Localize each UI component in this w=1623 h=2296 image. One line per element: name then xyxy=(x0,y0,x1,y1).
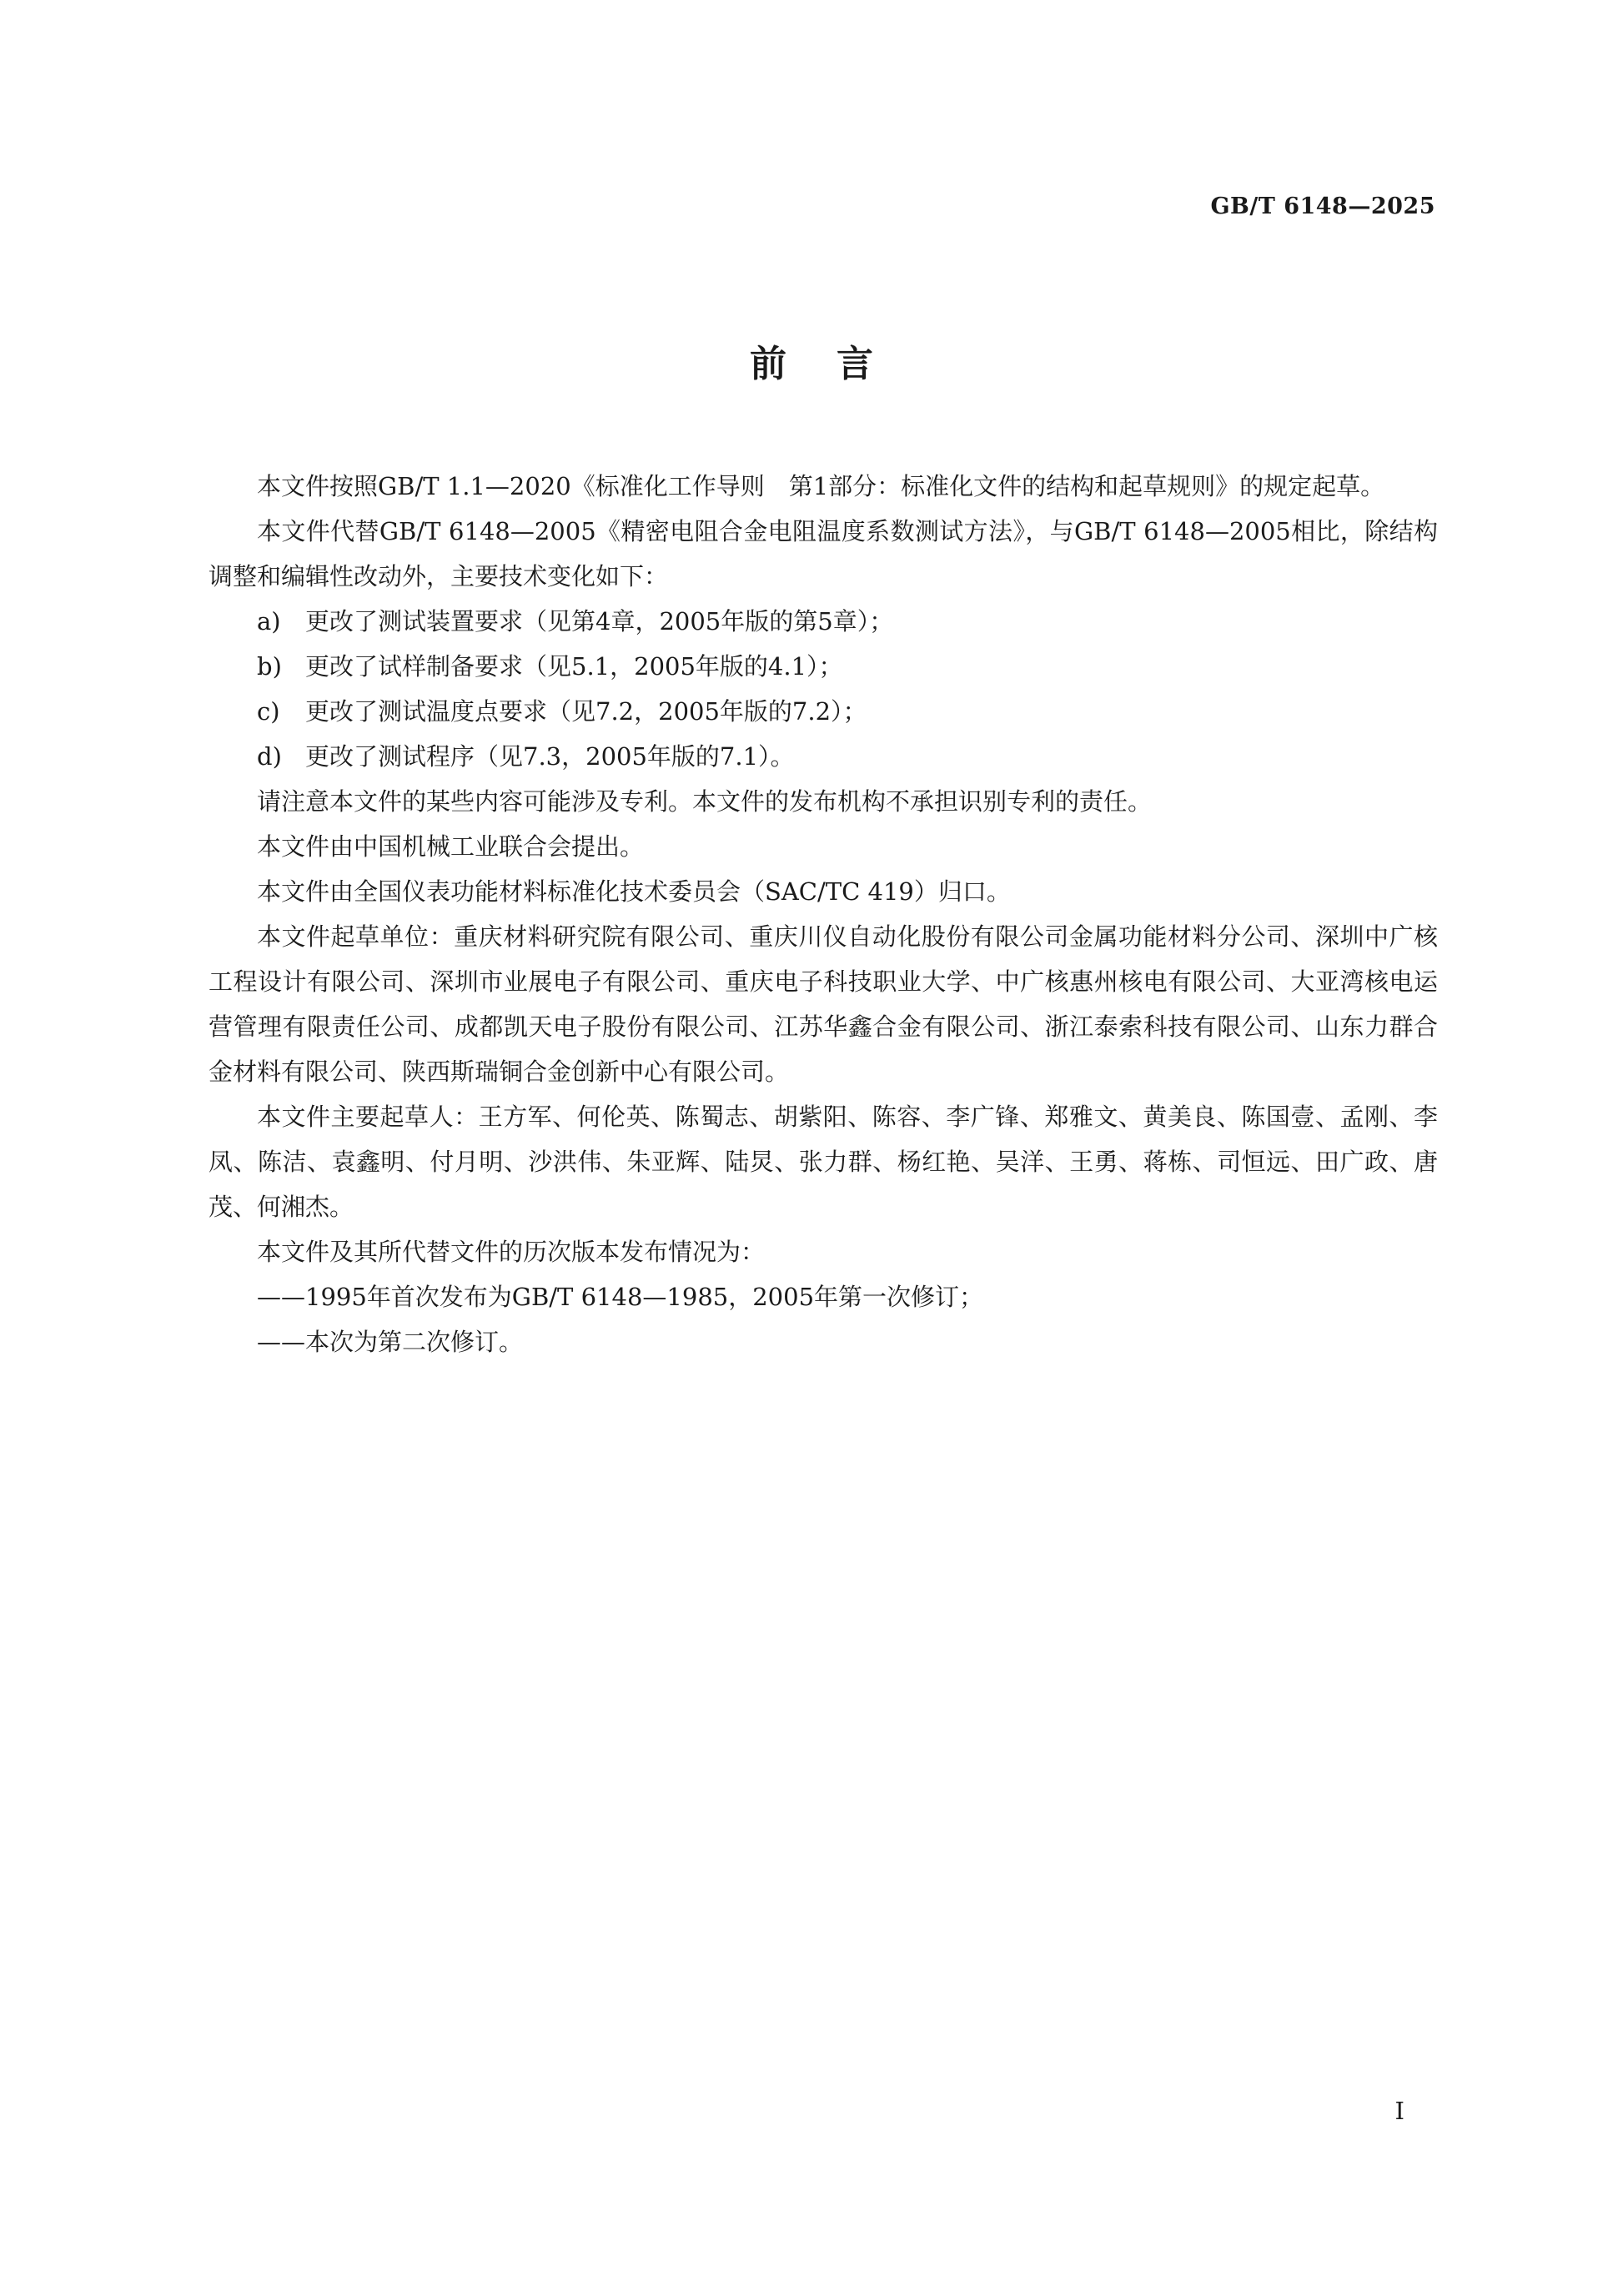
page-number: I xyxy=(1394,2097,1404,2125)
paragraph-drafting-rules: 本文件按照GB/T 1.1—2020《标准化工作导则 第1部分：标准化文件的结构和起草规则》的规定起草。 xyxy=(257,472,1385,500)
document-body xyxy=(209,464,1438,1364)
paragraph-committee: 本文件由全国仪表功能材料标准化技术委员会（SAC/TC 419）归口。 xyxy=(257,877,1011,906)
list-item xyxy=(209,734,1438,779)
list-marker: a) xyxy=(257,607,281,636)
history-item: ——本次为第二次修订。 xyxy=(257,1328,524,1356)
paragraph-drafters: 本文件主要起草人：王方军、何伦英、陈蜀志、胡紫阳、陈容、李广锋、郑雅文、黄美良、陈国壹、孟刚、李凤、陈洁、袁鑫明、付月明、沙洪伟、朱亚辉、陆炅、张力群、杨红艳、吴洋、王勇、蒋栋、司恒远、田广政、唐茂、何湘杰。 xyxy=(209,1103,1438,1221)
history-item: ——1995年首次发布为GB/T 6148—1985，2005年第一次修订； xyxy=(257,1283,984,1311)
list-item xyxy=(209,689,1438,734)
list-marker: b) xyxy=(257,652,282,681)
paragraph-history-intro: 本文件及其所代替文件的历次版本发布情况为： xyxy=(257,1238,766,1266)
standard-number: GB/T 6148—2025 xyxy=(1210,193,1435,219)
paragraph-replacement: 本文件代替GB/T 6148—2005《精密电阻合金电阻温度系数测试方法》，与GB/T 6148—2005相比，除结构调整和编辑性改动外，主要技术变化如下： xyxy=(209,517,1438,590)
paragraph-drafting-units: 本文件起草单位：重庆材料研究院有限公司、重庆川仪自动化股份有限公司金属功能材料分公司、深圳中广核工程设计有限公司、深圳市业展电子有限公司、重庆电子科技职业大学、中广核惠州核电有限公司、大亚湾核电运营管理有限责任公司、成都凯天电子股份有限公司、江苏华鑫合金有限公司、浙江泰索科技有限公司、山东力群合金材料有限公司、陕西斯瑞铜合金创新中心有限公司。 xyxy=(209,922,1438,1086)
list-text: 更改了测试装置要求（见第4章，2005年版的第5章）； xyxy=(305,607,894,636)
paragraph-patent-notice: 请注意本文件的某些内容可能涉及专利。本文件的发布机构不承担识别专利的责任。 xyxy=(257,787,1153,816)
list-text: 更改了测试程序（见7.3，2005年版的7.1）。 xyxy=(305,742,795,771)
list-text: 更改了测试温度点要求（见7.2，2005年版的7.2）； xyxy=(305,697,867,726)
list-text: 更改了试样制备要求（见5.1，2005年版的4.1）； xyxy=(305,652,843,681)
page-title: 前言 xyxy=(750,343,923,385)
list-marker: c) xyxy=(257,697,280,726)
list-item xyxy=(209,644,1438,689)
list-marker: d) xyxy=(257,742,282,771)
paragraph-proposer: 本文件由中国机械工业联合会提出。 xyxy=(257,832,645,861)
list-item xyxy=(209,599,1438,644)
